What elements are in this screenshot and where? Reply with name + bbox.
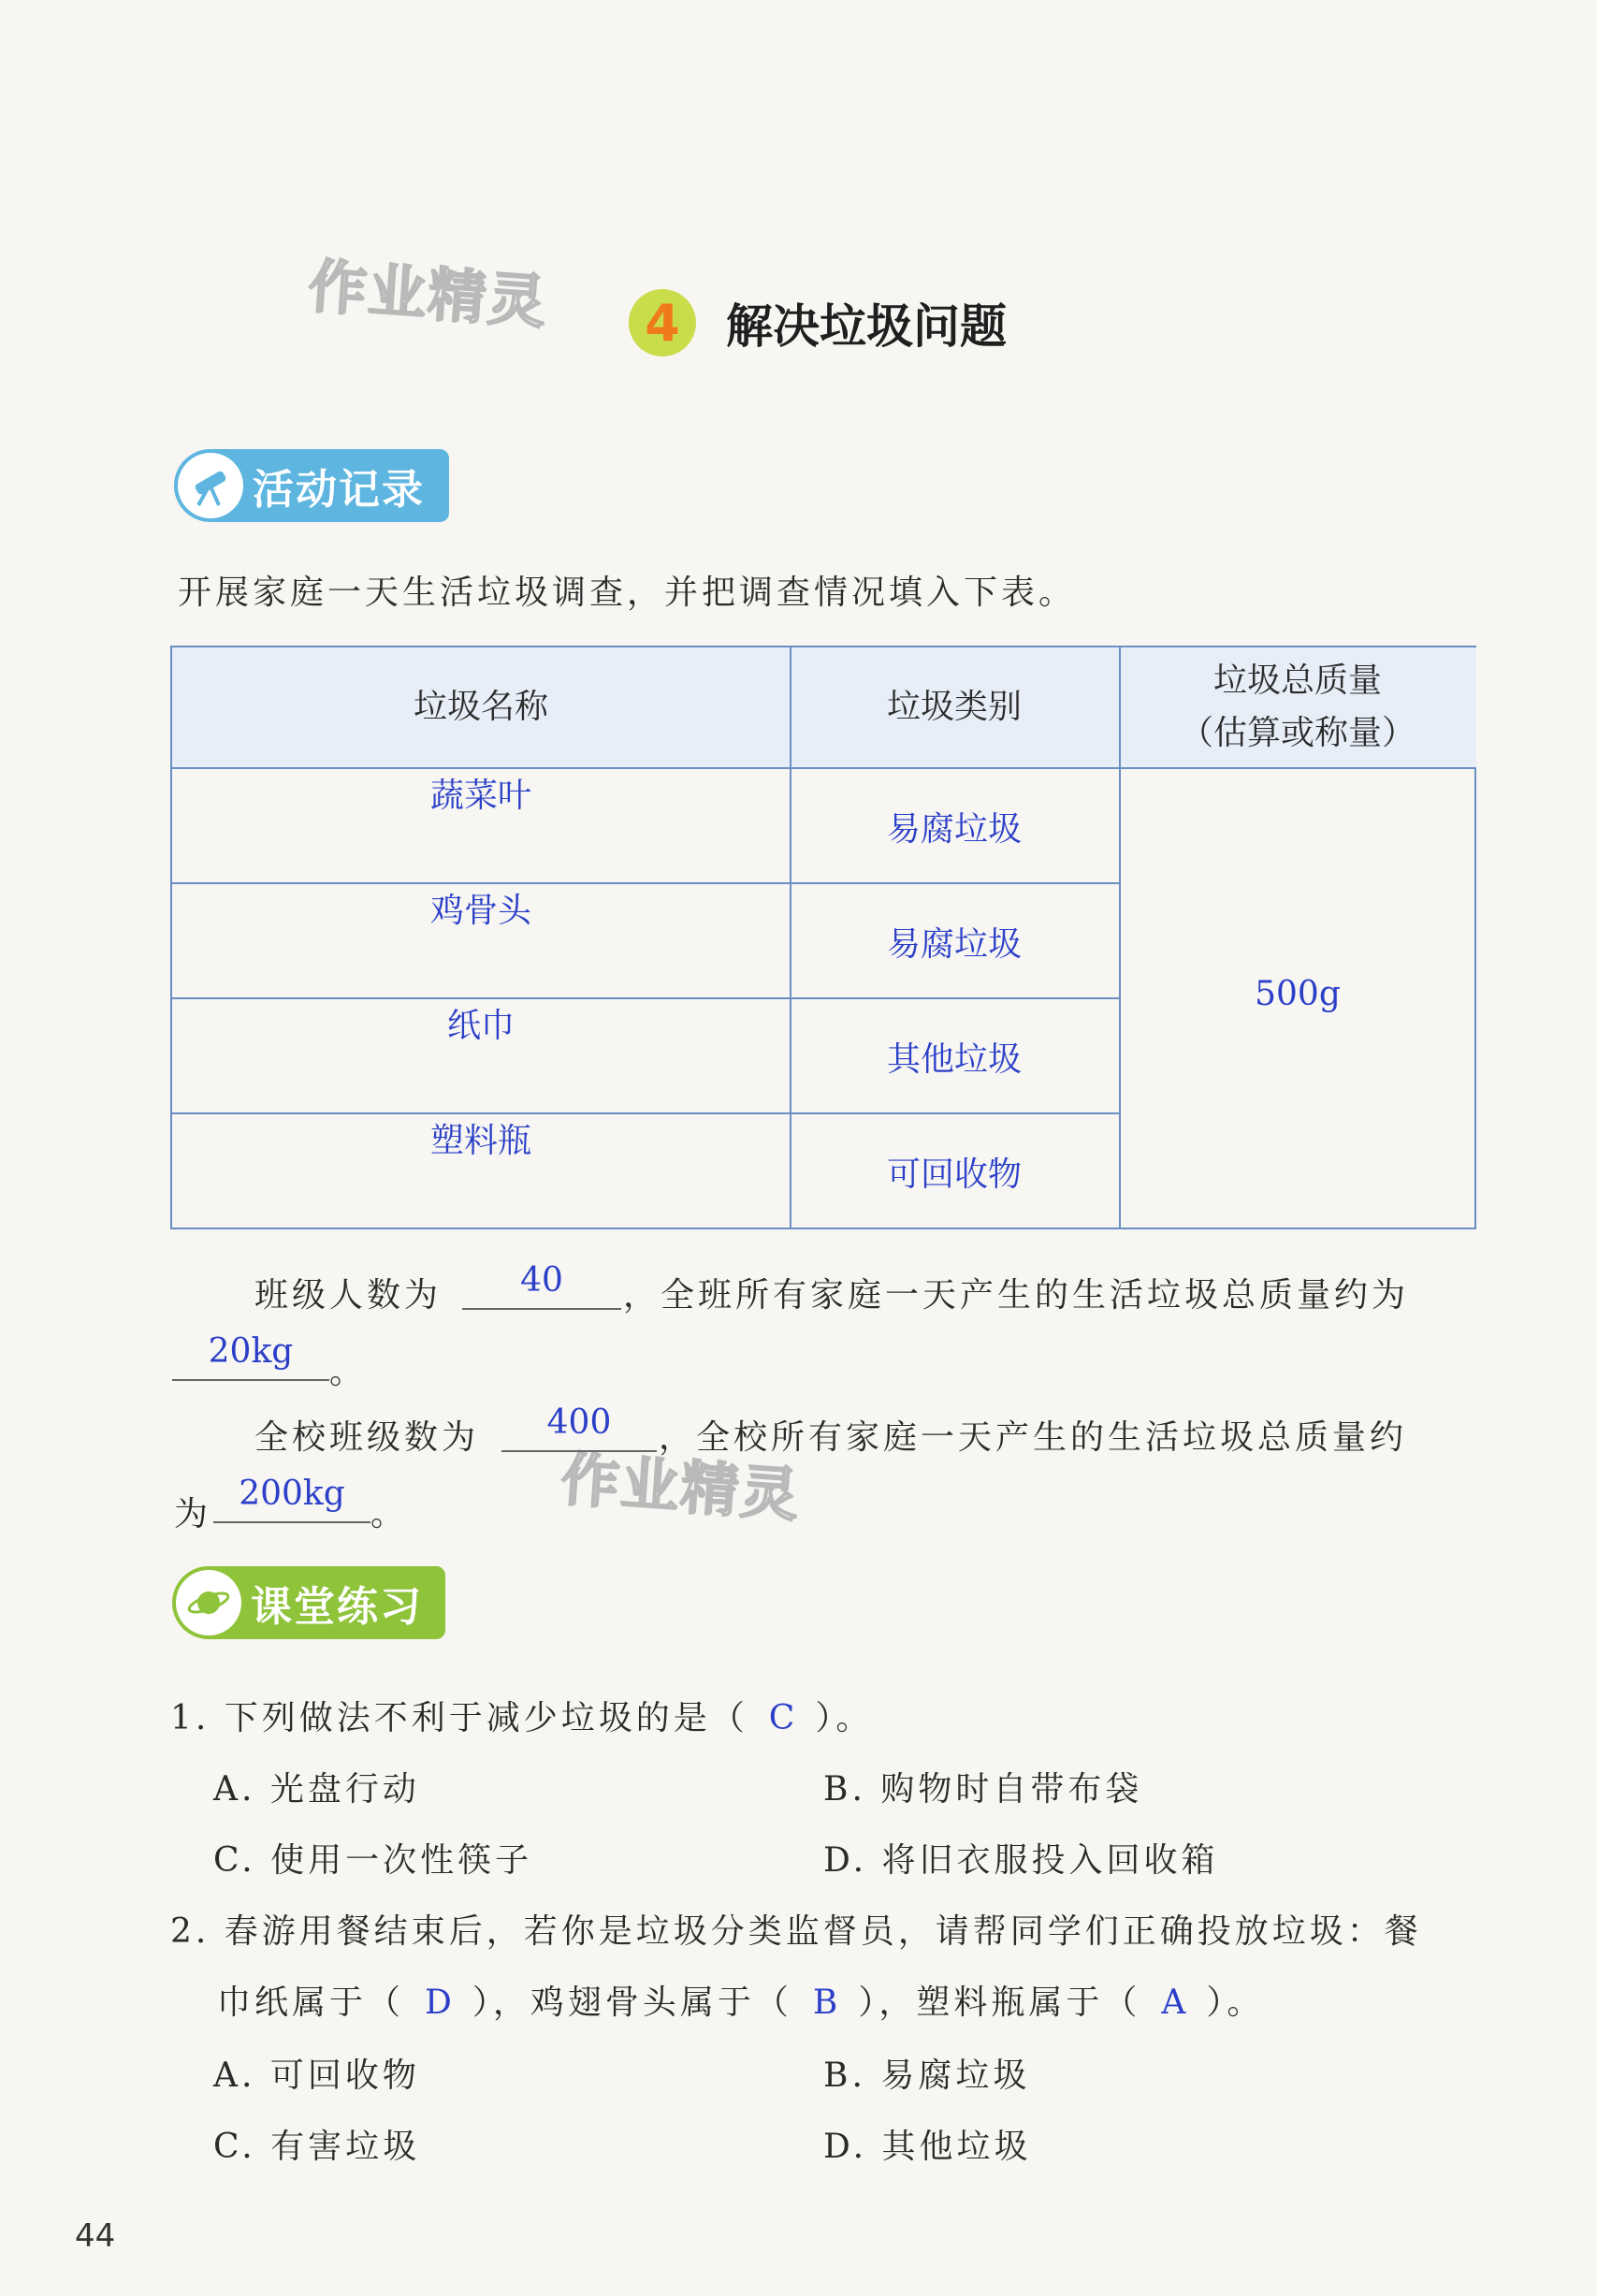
q2-option-d: D. 其他垃圾 [823,2128,1032,2166]
class-sentence-prefix: 班级人数为 [254,1276,443,1315]
question-1-answer: C [768,1699,795,1737]
table-row-name: 蔬菜叶 [429,777,531,815]
header-total [1119,647,1476,767]
table-row-name: 塑料瓶 [429,1122,531,1160]
table-row-category: 易腐垃圾 [886,810,1022,849]
header-total-line1: 垃圾总质量 [1212,661,1382,701]
q2-option-c: C. 有害垃圾 [213,2128,421,2166]
question-2-line2: 巾纸属于（ D ），鸡翅骨头属于（ B ），塑料瓶属于（ A ）。 [217,1984,1265,2022]
watermark-top: 作业精灵 [306,252,550,337]
lesson-number-badge: 4 [629,289,696,356]
question-1: 1. 下列做法不利于减少垃圾的是（ C ）。 [170,1699,874,1737]
class-sentence-middle: ，全班所有家庭一天产生的生活垃圾总质量约为 [623,1276,1410,1315]
q1-option-a: A. 光盘行动 [213,1770,420,1809]
school-sentence-prefix2: 为 [174,1495,212,1533]
q2-option-b: B. 易腐垃圾 [823,2056,1031,2095]
question-2-answer-1: D [425,1984,452,2022]
page-number: 44 [75,2217,116,2255]
lesson-title [629,285,1007,360]
class-sentence-end: 。 [329,1353,368,1391]
question-2-answer-2: B [812,1984,838,2022]
q1-option-d: D. 将旧衣服投入回收箱 [823,1841,1219,1880]
table-divider [1119,647,1121,1228]
table-row-category: 可回收物 [886,1155,1022,1194]
school-mass-answer: 200kg [239,1475,345,1513]
table-row-category: 易腐垃圾 [886,925,1022,964]
activity-banner-label: 活动记录 [253,466,425,514]
q1-option-c: C. 使用一次性筷子 [213,1841,533,1880]
header-total-line2: （估算或称量） [1179,714,1416,752]
header-name: 垃圾名称 [172,647,790,767]
question-2-answer-3: A [1161,1984,1186,2022]
class-count-blank [462,1261,621,1310]
question-2-line1: 2. 春游用餐结束后，若你是垃圾分类监督员，请帮同学们正确投放垃圾：餐 [170,1912,1422,1951]
watermark-middle: 作业精灵 [559,1445,803,1530]
classroom-practice-banner [172,1566,445,1639]
school-count-answer: 400 [546,1403,612,1442]
school-count-blank [501,1403,657,1452]
q1-option-b: B. 购物时自带布袋 [823,1770,1143,1809]
table-row-name: 鸡骨头 [429,892,531,930]
table-row-category: 其他垃圾 [886,1040,1022,1079]
practice-banner-label: 课堂练习 [251,1583,423,1631]
lesson-heading: 解决垃圾问题 [726,299,1007,354]
garbage-survey-table [170,646,1476,1229]
table-row-name: 纸巾 [446,1007,515,1045]
school-sentence-prefix: 全校班级数为 [254,1418,480,1457]
activity-record-banner [174,449,449,522]
school-sentence-middle: ，全校所有家庭一天产生的生活垃圾总质量约 [659,1418,1408,1457]
class-count-answer: 40 [520,1261,563,1300]
school-sentence-end: 。 [370,1495,409,1533]
school-mass-blank [213,1475,370,1523]
planet-icon [176,1570,241,1635]
class-mass-blank [172,1332,329,1381]
total-mass-value: 500g [1255,975,1341,1013]
class-mass-answer: 20kg [208,1332,294,1371]
header-category: 垃圾类别 [790,647,1119,767]
activity-intro: 开展家庭一天生活垃圾调查，并把调查情况填入下表。 [178,574,1077,612]
telescope-icon [178,453,243,518]
q2-option-a: A. 可回收物 [213,2056,420,2095]
